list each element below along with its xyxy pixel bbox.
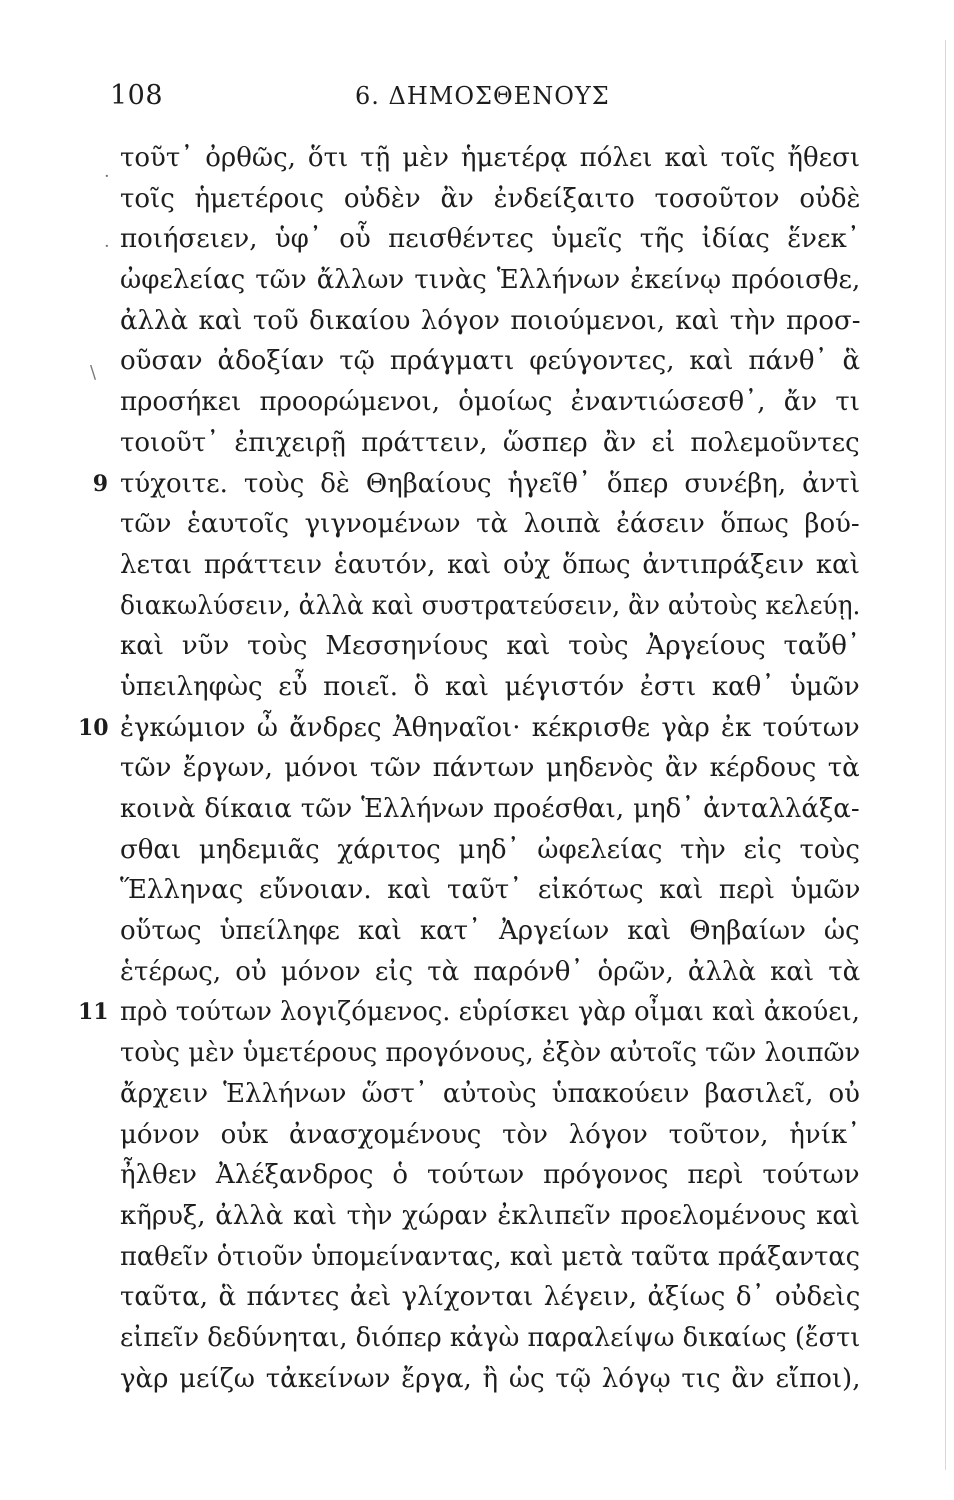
line-text: κοινὰ δίκαια τῶν Ἑλλήνων προέσθαι, μηδ᾽ ἀνταλλάξα- xyxy=(120,794,860,824)
line-text: τύχοιτε. τοὺς δὲ Θηβαίους ἡγεῖθ᾽ ὅπερ συνέβη, ἀντὶ xyxy=(120,468,861,499)
text-line xyxy=(120,830,860,871)
line-text: ἦλθεν Ἀλέξανδρος ὁ τούτων πρόγονος περὶ τούτων xyxy=(120,1160,860,1191)
line-text: τοῖς ἡμετέροις οὐδὲν ἂν ἐνδείξαιτο τοσοῦτον οὐδὲ xyxy=(120,183,861,214)
text-line xyxy=(120,1074,860,1115)
text-line xyxy=(120,1237,860,1278)
text-line xyxy=(120,1359,860,1400)
line-text: μόνον οὐκ ἀνασχομένους τὸν λόγον τοῦτον, ἡνίκ᾽ xyxy=(120,1119,861,1150)
section-number: 11 xyxy=(78,999,109,1026)
margin-tick-mark: \ xyxy=(90,362,97,383)
line-text: οὕτως ὑπείληφε καὶ κατ᾽ Ἀργείων καὶ Θηβαίων ὡς xyxy=(120,916,860,947)
text-line xyxy=(120,1196,860,1237)
line-text: τοῦτ᾽ ὀρθῶς, ὅτι τῇ μὲν ἡμετέρᾳ πόλει καὶ τοῖς ἤθεσι xyxy=(120,143,861,173)
text-line xyxy=(120,667,860,708)
text-line xyxy=(120,1115,860,1156)
line-text: παθεῖν ὁτιοῦν ὑπομείναντας, καὶ μετὰ ταῦτα πράξαντας xyxy=(120,1241,861,1272)
line-text: εἰπεῖν δεδύνηται, διόπερ κἀγὼ παραλείψω δικαίως (ἔστι xyxy=(120,1322,861,1353)
margin-dot-mark: · xyxy=(104,236,110,257)
text-line xyxy=(120,504,860,545)
margin-dot-mark: · xyxy=(104,166,110,187)
text-line xyxy=(120,586,860,627)
line-text: καὶ νῦν τοὺς Μεσσηνίους καὶ τοὺς Ἀργείους ταὔθ᾽ xyxy=(120,631,860,662)
line-text: ὠφελείας τῶν ἄλλων τινὰς Ἑλλήνων ἐκείνῳ πρόοισθε, xyxy=(120,265,861,296)
text-line xyxy=(120,138,860,179)
section-number: 9 xyxy=(92,470,108,497)
text-line xyxy=(120,423,860,464)
text-line xyxy=(120,748,860,789)
line-text: κῆρυξ, ἀλλὰ καὶ τὴν χώραν ἐκλιπεῖν προελομένους καὶ xyxy=(120,1200,861,1231)
text-line xyxy=(120,1033,860,1074)
page-edge-line xyxy=(945,40,946,1470)
line-text: λεται πράττειν ἑαυτόν, καὶ οὐχ ὅπως ἀντιπράξειν καὶ xyxy=(120,549,860,580)
text-line xyxy=(120,545,860,586)
text-line xyxy=(120,219,860,260)
line-text: ταῦτα, ἃ πάντες ἀεὶ γλίχονται λέγειν, ἀξίως δ᾽ οὐδεὶς xyxy=(120,1282,861,1313)
text-line xyxy=(78,992,860,1033)
text-line xyxy=(78,708,860,749)
line-text: προσήκει προορώμενοι, ὁμοίως ἐναντιώσεσθ᾽, ἄν τι xyxy=(120,387,860,418)
line-text: σθαι μηδεμιᾶς χάριτος μηδ᾽ ὠφελείας τὴν εἰς τοὺς xyxy=(120,834,860,865)
line-text: τοὺς μὲν ὑμετέρους προγόνους, ἐξὸν αὐτοῖς τῶν λοιπῶν xyxy=(120,1038,861,1069)
text-line xyxy=(120,301,860,342)
line-text: ἐγκώμιον ὦ ἄνδρες Ἀθηναῖοι· κέκρισθε γὰρ ἐκ τούτων xyxy=(120,712,860,743)
text-line xyxy=(120,626,860,667)
line-text: ἑτέρως, οὐ μόνον εἰς τὰ παρόνθ᾽ ὁρῶν, ἀλλὰ καὶ τὰ xyxy=(120,956,861,987)
line-text: τῶν ἑαυτοῖς γιγνομένων τὰ λοιπὰ ἐάσειν ὅπως βού- xyxy=(120,509,860,540)
text-line xyxy=(120,870,860,911)
line-text: ὑπειληφὼς εὖ ποιεῖ. ὃ καὶ μέγιστόν ἐστι καθ᾽ ὑμῶν xyxy=(120,671,860,702)
running-title: 6. ΔΗΜΟΣΘΕΝΟΥΣ xyxy=(355,82,610,110)
line-text: τῶν ἔργων, μόνοι τῶν πάντων μηδενὸς ἂν κέρδους τὰ xyxy=(120,753,860,784)
page-number: 108 xyxy=(110,80,164,111)
section-number: 10 xyxy=(78,714,109,741)
line-text: διακωλύσειν, ἀλλὰ καὶ συστρατεύσειν, ἂν αὐτοὺς κελεύῃ. xyxy=(120,590,861,621)
text-line xyxy=(120,789,860,830)
line-text: πρὸ τούτων λογιζόμενος. εὑρίσκει γὰρ οἶμαι καὶ ἀκούει, xyxy=(120,997,860,1028)
line-text: ποιήσειεν, ὑφ᾽ οὗ πεισθέντες ὑμεῖς τῆς ἰδίας ἕνεκ᾽ xyxy=(120,224,860,255)
text-line xyxy=(120,341,860,382)
page-header xyxy=(110,80,610,120)
line-text: ἄρχειν Ἑλλήνων ὥστ᾽ αὐτοὺς ὑπακούειν βασιλεῖ, οὐ xyxy=(120,1078,860,1109)
line-text: γὰρ μείζω τἀκείνων ἔργα, ἢ ὡς τῷ λόγῳ τις ἂν εἴποι), xyxy=(120,1363,861,1394)
line-text: Ἕλληνας εὔνοιαν. καὶ ταῦτ᾽ εἰκότως καὶ περὶ ὑμῶν xyxy=(120,875,861,906)
text-line xyxy=(120,179,860,220)
text-line xyxy=(120,952,860,993)
line-text: τοιοῦτ᾽ ἐπιχειρῇ πράττειν, ὥσπερ ἂν εἰ πολεμοῦντες xyxy=(120,427,860,458)
text-line xyxy=(92,464,861,505)
line-text: οῦσαν ἀδοξίαν τῷ πράγματι φεύγοντες, καὶ πάνθ᾽ ἃ xyxy=(120,346,861,377)
text-line xyxy=(120,1155,860,1196)
text-line xyxy=(120,382,860,423)
line-text: ἀλλὰ καὶ τοῦ δικαίου λόγον ποιούμενοι, καὶ τὴν προσ- xyxy=(120,305,861,336)
text-line xyxy=(120,1318,860,1359)
text-line xyxy=(120,1277,860,1318)
body-text xyxy=(78,138,861,1399)
text-line xyxy=(120,911,860,952)
text-line xyxy=(120,260,860,301)
